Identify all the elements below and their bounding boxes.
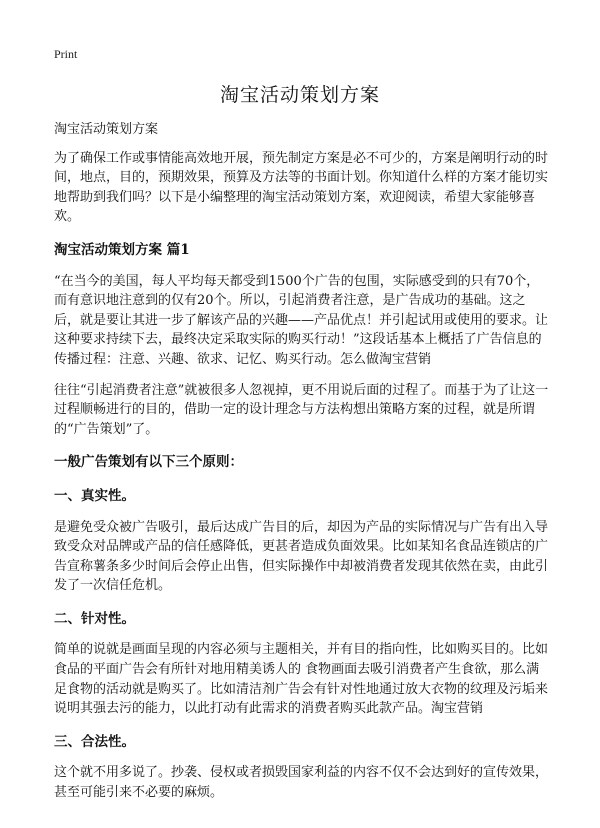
document-subtitle: 淘宝活动策划方案 — [54, 122, 159, 137]
document-title: 淘宝活动策划方案 — [219, 84, 380, 106]
intro-paragraph: 为了确保工作或事情能高效地开展，预先制定方案是必不可少的，方案是阐明行动的时间，地点，目的，预期效果，预算及方法等的书面计划。你知道什么样的方案才能切实地帮助到我们吗？以下是小编整理的淘宝活动策划方案，欢迎阅读，希望大家能够喜欢。 — [54, 150, 549, 225]
section-heading-plan-1: 淘宝活动策划方案 篇1 — [54, 241, 190, 258]
principle-heading-truthfulness: 一、真实性。 — [54, 487, 135, 504]
document-body — [54, 120, 550, 814]
principle-heading-legality: 三、合法性。 — [54, 733, 135, 750]
principle-text-relevance: 简单的说就是画面呈现的内容必须与主题相关，并有目的指向性，比如购买目的。比如食品的平面广告会有所针对地用精美诱人的 食物画面去吸引消费者产生食欲，那么满足食物的活动就是购买了。比如清洁剂广告会有针对性地通过放大衣物的纹理及污垢来说明其强去污的能力，以此打动有此需求的消费者购买此款产品。淘宝营销 — [54, 642, 549, 717]
principles-heading: 一般广告策划有以下三个原则： — [54, 454, 243, 471]
principle-heading-relevance: 二、针对性。 — [54, 610, 135, 627]
paragraph: 往往“引起消费者注意”就被很多人忽视掉，更不用说后面的过程了。而基于为了让这一过程顺畅进行的目的，借助一定的设计理念与方法构想出策略方案的过程，就是所谓的“广告策划”了。 — [54, 382, 549, 437]
paragraph: “在当今的美国，每人平均每天都受到1500个广告的包围，实际感受到的只有70个，而有意识地注意到的仅有20个。所以，引起消费者注意，是广告成功的基础。这之后，就是要让其进一步了解该产品的兴趣——产品优点！并引起试用或使用的要求。让这种要求持续下去，最终决定采取实际的购买行动！”这段话基本上概括了广告信息的传播过程：注意、兴趣、欲求、记忆、购买行动。怎么做淘宝营销 — [54, 273, 549, 367]
principle-text-truthfulness: 是避免受众被广告吸引，最后达成广告目的后，却因为产品的实际情况与广告有出入导致受众对品牌或产品的信任感降低，更甚者造成负面效果。比如某知名食品连锁店的广告宣称薯条多少时间后会停止出售，但实际操作中却被消费者发现其依然在卖，由此引发了一次信任危机。 — [54, 519, 549, 594]
principle-text-legality: 这个就不用多说了。抄袭、侵权或者损毁国家利益的内容不仅不会达到好的宣传效果，甚至可能引来不必要的麻烦。 — [54, 765, 549, 801]
print-label[interactable]: Print — [54, 47, 78, 61]
